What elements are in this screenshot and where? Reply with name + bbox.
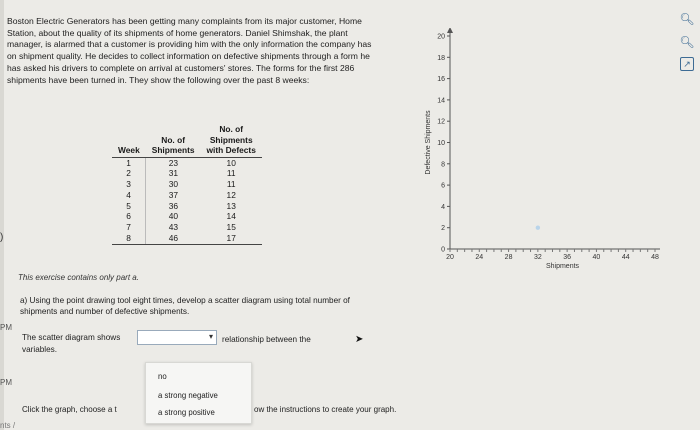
week-cell: 2 xyxy=(112,168,146,179)
table-header-cell: Shipments xyxy=(209,134,253,145)
table-header-cell: Week xyxy=(112,145,146,157)
shipments-cell: 43 xyxy=(168,222,179,233)
table-header-cell xyxy=(112,135,146,146)
bottom-fragment: nts / xyxy=(0,421,16,430)
zoom-out-icon[interactable]: 🔍︎ xyxy=(679,35,695,49)
y-tick-label: 0 xyxy=(441,246,445,254)
y-tick-label: 10 xyxy=(437,140,445,147)
shipments-cell: 36 xyxy=(168,200,179,211)
table-header-row xyxy=(112,135,262,146)
table-row xyxy=(112,179,262,190)
scatter-statement xyxy=(22,332,120,356)
y-tick-label: 12 xyxy=(437,118,445,126)
x-tick-label: 24 xyxy=(475,254,484,261)
mouse-cursor-icon: ➤ xyxy=(355,334,364,345)
defects-cell: 11 xyxy=(226,179,236,190)
menu-option-strong-positive[interactable]: a strong positive xyxy=(158,408,215,417)
defects-cell: 13 xyxy=(226,200,236,211)
y-tick-label: 14 xyxy=(437,97,445,105)
x-tick-label: 48 xyxy=(651,254,659,261)
shipments-cell: 23 xyxy=(168,157,179,168)
left-panel-edge xyxy=(0,0,4,430)
y-tick-label: 16 xyxy=(437,76,445,84)
table-row xyxy=(112,168,262,179)
y-tick-label: 8 xyxy=(441,161,445,169)
table-header-cell xyxy=(112,124,146,135)
week-cell: 1 xyxy=(112,157,146,168)
week-cell: 3 xyxy=(112,179,146,190)
relationship-suffix: relationship between the xyxy=(222,335,311,344)
table-header-row xyxy=(112,145,262,157)
scatter-graph[interactable] xyxy=(420,28,660,278)
y-tick-label: 20 xyxy=(437,33,445,41)
chevron-down-icon[interactable]: ▾ xyxy=(208,332,213,341)
shipments-cell: 30 xyxy=(168,179,179,190)
shipments-table xyxy=(112,124,262,245)
x-tick-label: 28 xyxy=(504,254,513,261)
scatter-prefix: The scatter diagram shows xyxy=(22,333,121,342)
timestamp-2: PM xyxy=(0,378,12,387)
problem-statement: Boston Electric Generators has been getting many complaints from its major customer, Home Station, about the quality of its shipments of home generators. Daniel Shimshak, the plant manager, is alarmed that a customer is providing him with the only information the company has on shipment quality. He decides to collect information on defective shipments through a form he has asked his drivers to complete on arrival at customers' stores. The forms for the first 286 shipments have been turned in. They show the following over the past 8 weeks: xyxy=(7,16,372,85)
menu-option-strong-negative[interactable]: a strong negative xyxy=(158,391,218,400)
defects-cell: 12 xyxy=(226,189,236,200)
x-tick-label: 20 xyxy=(446,254,454,261)
y-tick-label: 2 xyxy=(441,225,445,233)
x-tick-label: 36 xyxy=(563,254,572,261)
left-arrow[interactable]: ) xyxy=(0,232,4,243)
table-row xyxy=(112,233,262,244)
table-header-cell: No. of xyxy=(219,124,244,134)
menu-option-no[interactable]: no xyxy=(158,372,167,381)
table-header-cell xyxy=(146,124,201,135)
timestamp-1: PM xyxy=(0,323,12,332)
week-cell: 7 xyxy=(112,222,146,233)
instruction-end: ow the instructions to create your graph. xyxy=(254,405,397,414)
week-cell: 6 xyxy=(112,211,146,222)
x-tick-label: 32 xyxy=(533,254,542,261)
relationship-dropdown[interactable] xyxy=(137,330,217,345)
question-a: a) Using the point drawing tool eight times, develop a scatter diagram using total number of shipments and number of defective shipments. xyxy=(20,296,350,316)
exercise-note: This exercise contains only part a. xyxy=(18,273,139,282)
y-tick-label: 4 xyxy=(441,203,445,211)
week-cell: 4 xyxy=(112,190,146,201)
data-point xyxy=(536,226,540,230)
defects-cell: 17 xyxy=(201,233,262,244)
table-header-cell: No. of xyxy=(161,134,185,145)
y-tick-label: 18 xyxy=(437,54,445,62)
x-tick-label: 40 xyxy=(592,254,601,261)
table-header-row xyxy=(112,124,262,135)
instruction-start: Click the graph, choose a t xyxy=(22,405,117,414)
defects-cell: 14 xyxy=(226,211,236,222)
table-row xyxy=(112,157,262,168)
defects-cell: 15 xyxy=(226,222,236,233)
defects-cell: 11 xyxy=(226,168,236,179)
shipments-cell: 40 xyxy=(168,211,179,222)
x-axis-label: Shipments xyxy=(545,263,580,270)
table-row xyxy=(112,190,262,201)
variables-text: variables. xyxy=(22,345,58,354)
table-row xyxy=(112,222,262,233)
table-row xyxy=(112,201,262,212)
shipments-cell: 37 xyxy=(168,189,179,200)
zoom-in-icon[interactable]: 🔍︎ xyxy=(679,12,695,26)
shipments-cell: 46 xyxy=(146,233,201,244)
week-cell: 8 xyxy=(112,233,146,244)
y-axis-arrow xyxy=(447,28,453,33)
y-tick-label: 6 xyxy=(441,182,445,190)
shipments-cell: 31 xyxy=(168,168,179,179)
defects-cell: 10 xyxy=(226,157,236,168)
x-tick-label: 44 xyxy=(621,254,630,261)
table-header-cell: Shipments xyxy=(146,145,201,157)
popout-icon[interactable]: ↗ xyxy=(680,57,694,71)
y-axis-label: Defective Shipments xyxy=(425,110,432,175)
table-header-cell: with Defects xyxy=(201,145,262,157)
dropdown-menu xyxy=(145,362,252,424)
week-cell: 5 xyxy=(112,201,146,212)
table-row xyxy=(112,211,262,222)
